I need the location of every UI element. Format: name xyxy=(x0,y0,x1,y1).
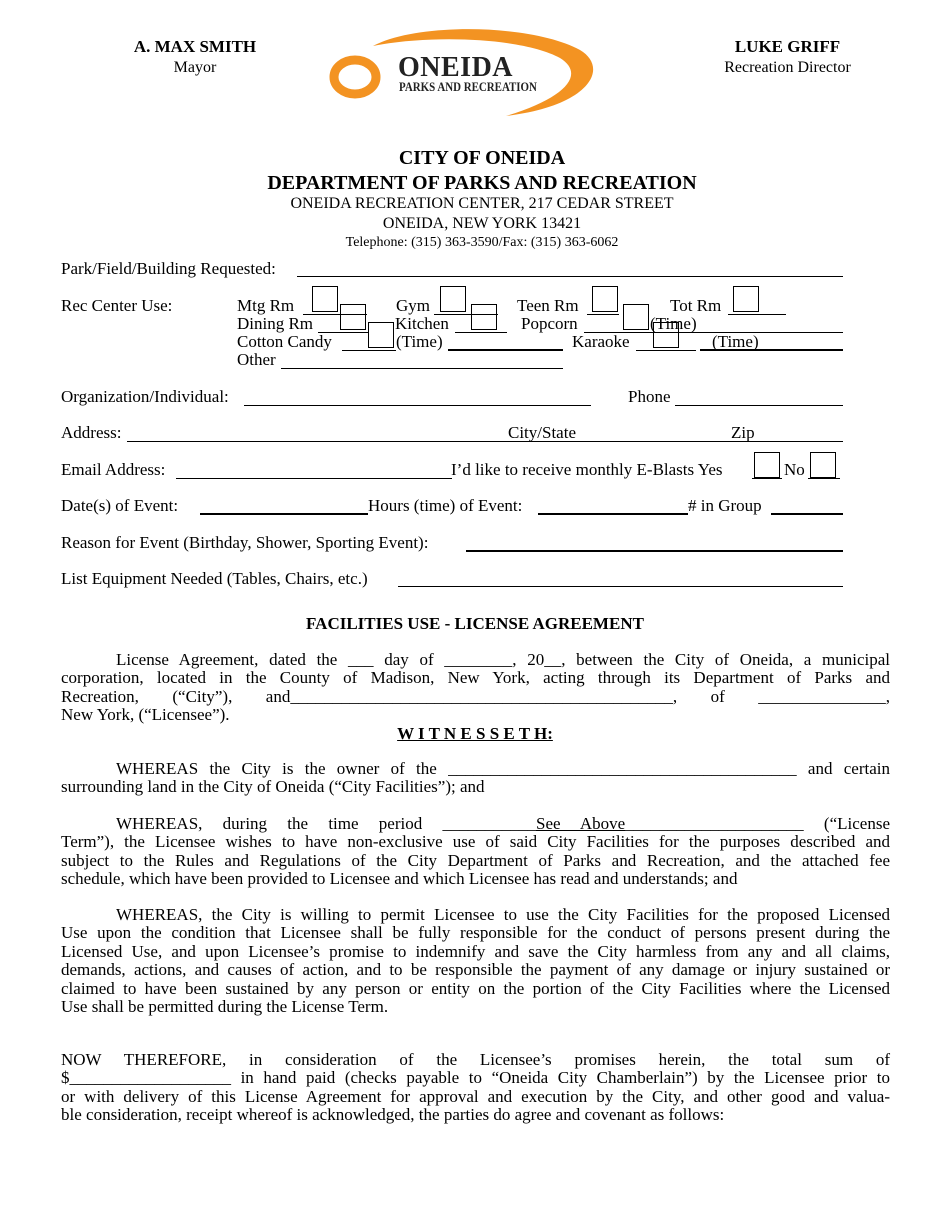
mayor-title: Mayor xyxy=(173,59,217,76)
address-line-2: ONEIDA, NEW YORK 13421 xyxy=(382,215,582,232)
karaoke-checkbox[interactable] xyxy=(653,322,679,348)
kitchen-checkbox[interactable] xyxy=(471,304,497,330)
opt-other: Other xyxy=(237,350,276,369)
popcorn-time: (Time) xyxy=(650,314,697,333)
blank-line xyxy=(728,314,786,315)
eblast-no-checkbox[interactable] xyxy=(810,452,836,478)
p2-line: WHEREAS the City is the owner of the _________________________________________ and certain xyxy=(116,759,890,778)
address-label: Address: xyxy=(61,423,122,442)
p3-blank: ___________ xyxy=(442,814,536,833)
opt-karaoke: Karaoke xyxy=(572,332,630,351)
rec-center-label: Rec Center Use: xyxy=(61,296,173,315)
p3-suffix: (“License xyxy=(803,814,890,833)
blank-line xyxy=(636,350,696,351)
opt-popcorn: Popcorn xyxy=(521,314,578,333)
p4-line: demands, actions, and causes of action, and to be responsible the payment of any damage or injury sustained or xyxy=(61,960,890,980)
p3-line: schedule, which have been provided to Licensee and which Licensee has read and understands; and xyxy=(61,869,738,889)
reason-label: Reason for Event (Birthday, Shower, Sporting Event): xyxy=(61,533,429,552)
agreement-paragraph-2 xyxy=(61,760,890,797)
group-label: # in Group xyxy=(688,496,762,515)
email-input-line[interactable] xyxy=(176,478,452,479)
director-name: LUKE GRIFF xyxy=(734,37,841,56)
p4-line: claimed to have been sustained by any person or entity on the portion of the City Facilities where the Licensed xyxy=(61,978,890,998)
equipment-label: List Equipment Needed (Tables, Chairs, etc.) xyxy=(61,569,368,588)
park-input-line[interactable] xyxy=(297,276,843,277)
license-term-value: See Above xyxy=(535,814,626,833)
opt-kitchen: Kitchen xyxy=(395,314,449,333)
eblast-no-label: No xyxy=(784,460,805,479)
logo-word: ONEIDA xyxy=(398,52,514,83)
org-label: Organization/Individual: xyxy=(61,387,229,406)
director-title: Recreation Director xyxy=(724,59,851,76)
p3-line xyxy=(61,815,890,833)
dates-label: Date(s) of Event: xyxy=(61,496,179,515)
agreement-paragraph-3 xyxy=(61,815,890,889)
dining-rm-checkbox[interactable] xyxy=(340,304,366,330)
agreement-paragraph-4 xyxy=(61,906,890,1016)
witnesseth: W I T N E S S E T H: xyxy=(397,724,553,743)
p3-line: Term”), the Licensee wishes to have non-exclusive use of said City Facilities for the purposes described and xyxy=(61,832,890,852)
opt-cotton-candy: Cotton Candy xyxy=(237,332,332,351)
telephone-fax: Telephone: (315) 363-3590/Fax: (315) 363-6062 xyxy=(345,235,619,250)
p4-line: WHEREAS, the City is willing to permit Licensee to use the City Facilities for the proposed Licensed xyxy=(116,905,890,924)
eblast-label: I’d like to receive monthly E-Blasts Yes xyxy=(451,460,723,479)
org-input-line[interactable] xyxy=(244,405,591,406)
blank-line xyxy=(342,350,396,351)
p4-line: Use upon the condition that Licensee shall be fully responsible for the conduct of persons present during the xyxy=(61,923,890,943)
address-line-1: ONEIDA RECREATION CENTER, 217 CEDAR STREET xyxy=(290,195,674,212)
cotton-candy-time: (Time) xyxy=(396,332,443,351)
group-input-line[interactable] xyxy=(771,513,843,515)
park-label: Park/Field/Building Requested: xyxy=(61,259,276,278)
hours-label: Hours (time) of Event: xyxy=(368,496,523,515)
p5-line: ble consideration, receipt whereof is acknowledged, the parties do agree and covenant as follows: xyxy=(61,1105,725,1125)
agreement-paragraph-5 xyxy=(61,1051,890,1125)
hours-input-line[interactable] xyxy=(538,513,688,515)
mtg-rm-checkbox[interactable] xyxy=(312,286,338,312)
p4-line: Use shall be permitted during the License Term. xyxy=(61,997,389,1017)
teen-rm-checkbox[interactable] xyxy=(592,286,618,312)
blank-line xyxy=(752,478,782,479)
tot-rm-checkbox[interactable] xyxy=(733,286,759,312)
logo-subtitle: PARKS AND RECREATION xyxy=(399,79,537,94)
blank-line xyxy=(808,478,840,479)
opt-teen-rm: Teen Rm xyxy=(517,296,579,315)
phone-input-line[interactable] xyxy=(675,405,843,406)
p1-line: Recreation, (“City”), and_____________________________________________, of _______________, xyxy=(61,686,890,706)
other-input-line[interactable] xyxy=(281,368,563,369)
p4-line: Licensed Use, and upon Licensee’s promise to indemnify and save the City harmless from any and all claims, xyxy=(61,941,890,961)
blank-line xyxy=(455,332,507,333)
p1-line: corporation, located in the County of Madison, New York, acting through its Department of Parks and xyxy=(61,668,890,688)
karaoke-time: (Time) xyxy=(712,332,759,351)
agreement-paragraph-1 xyxy=(61,651,890,725)
email-label: Email Address: xyxy=(61,460,166,479)
p5-line: or with delivery of this License Agreement for approval and execution by the City, and other good and valua- xyxy=(61,1086,890,1106)
p5-line: NOW THEREFORE, in consideration of the Licensee’s promises herein, the total sum of xyxy=(61,1050,890,1069)
zip-label: Zip xyxy=(731,423,755,442)
opt-gym: Gym xyxy=(396,296,430,315)
opt-dining-rm: Dining Rm xyxy=(237,314,314,333)
opt-tot-rm: Tot Rm xyxy=(670,296,722,315)
cotton-candy-checkbox[interactable] xyxy=(368,322,394,348)
opt-mtg-rm: Mtg Rm xyxy=(237,296,295,315)
blank-line xyxy=(587,314,619,315)
p2-line: surrounding land in the City of Oneida (“City Facilities”); and xyxy=(61,777,485,797)
cotton-time-line[interactable] xyxy=(448,349,563,351)
gym-checkbox[interactable] xyxy=(440,286,466,312)
dates-input-line[interactable] xyxy=(200,513,368,515)
p3-line: subject to the Rules and Regulations of the City Department of Parks and Recreation, and the attached fee xyxy=(61,850,890,870)
phone-label: Phone xyxy=(628,387,671,406)
p1-line: New York, (“Licensee”). xyxy=(61,705,230,725)
karaoke-time-line[interactable] xyxy=(700,349,843,351)
popcorn-checkbox[interactable] xyxy=(623,304,649,330)
city-title: CITY OF ONEIDA xyxy=(398,147,566,169)
reason-input-line[interactable] xyxy=(466,550,843,552)
agreement-heading: FACILITIES USE - LICENSE AGREEMENT xyxy=(306,614,644,633)
p5-line: $___________________ in hand paid (checks payable to “Oneida City Chamberlain”) by the Licensee prior to xyxy=(61,1068,890,1088)
oneida-parks-logo xyxy=(328,28,596,120)
mayor-name: A. MAX SMITH xyxy=(133,37,257,56)
citystate-label: City/State xyxy=(508,423,576,442)
p3-prefix: WHEREAS, during the time period xyxy=(116,814,443,833)
eblast-yes-checkbox[interactable] xyxy=(754,452,780,478)
equipment-input-line[interactable] xyxy=(398,586,843,587)
p3-blank: _____________________ xyxy=(625,814,804,833)
p1-line: License Agreement, dated the ___ day of ________, 20__, between the City of Oneida, a municipal xyxy=(116,650,890,669)
department-title: DEPARTMENT OF PARKS AND RECREATION xyxy=(267,172,697,194)
